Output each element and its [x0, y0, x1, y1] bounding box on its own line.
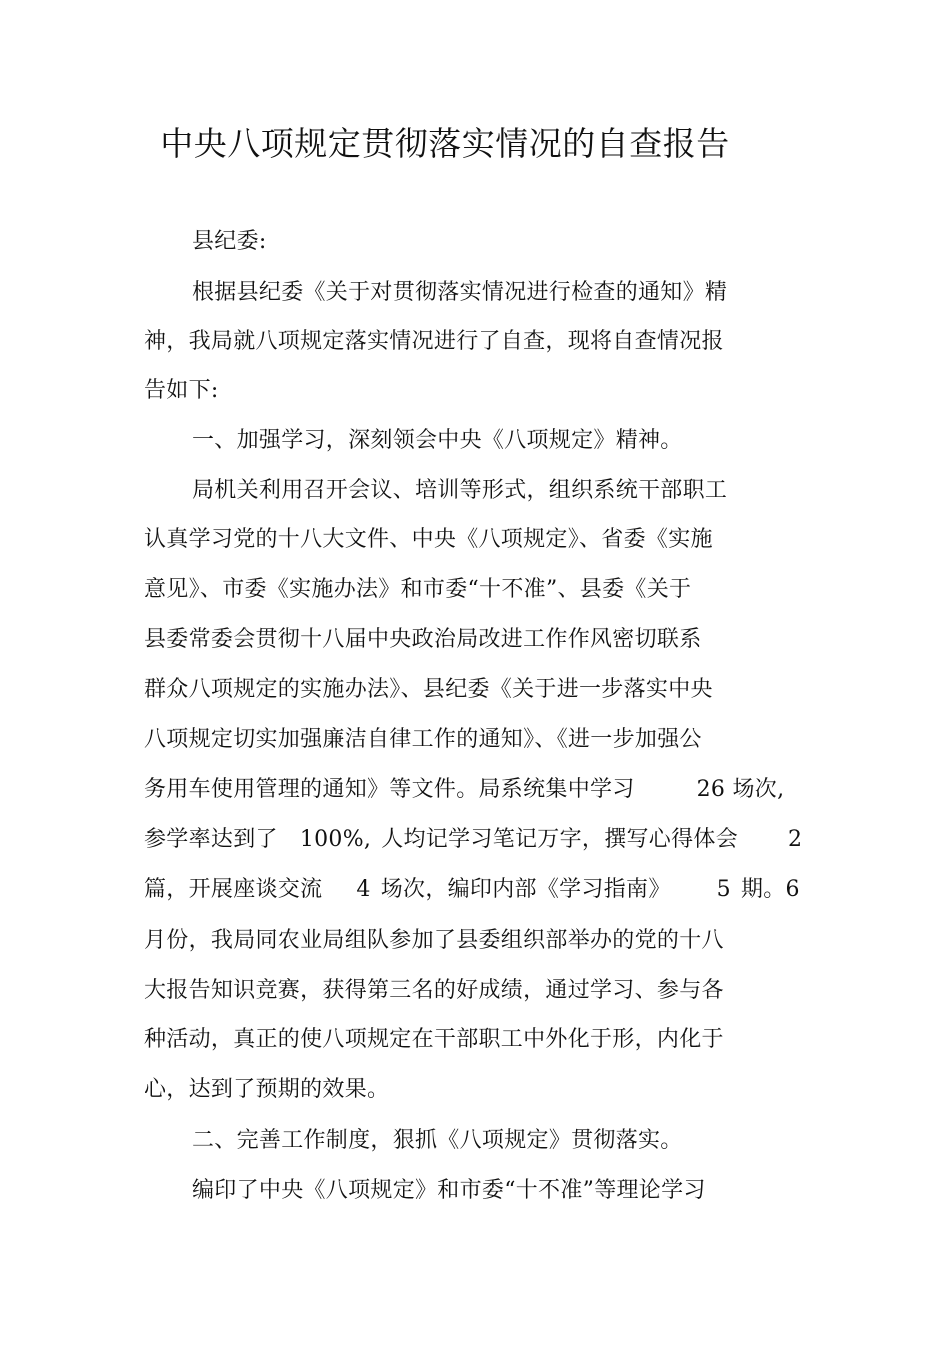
stats-line [144, 874, 800, 906]
section-heading: 二、完善工作制度，狠抓《八项规定》贯彻落实。 [192, 1128, 683, 1153]
paragraph-line: 大报告知识竞赛，获得第三名的好成绩，通过学习、参与各 [144, 978, 724, 1003]
stats-text: 篇，开展座谈交流 [144, 877, 323, 902]
section-heading: 一、加强学习，深刻领会中央《八项规定》精神。 [192, 428, 683, 453]
paragraph-line: 认真学习党的十八大文件、中央《八项规定》、省委《实施 [144, 527, 713, 552]
stats-value: 2 [788, 827, 803, 852]
paragraph-line: 意见》、市委《实施办法》和市委“十不准”、县委《关于 [144, 577, 692, 602]
document-title: 中央八项规定贯彻落实情况的自查报告 [160, 124, 730, 163]
paragraph-line: 八项规定切实加强廉洁自律工作的通知》、《进一步加强公 [144, 727, 702, 752]
paragraph-line: 种活动，真正的使八项规定在干部职工中外化于形，内化于 [144, 1027, 724, 1052]
paragraph-line: 月份，我局同农业局组队参加了县委组织部举办的党的十八 [144, 928, 724, 953]
paragraph-line: 局机关利用召开会议、培训等形式，组织系统干部职工 [192, 478, 728, 503]
stats-text: 期。 [740, 877, 786, 902]
salutation: 县纪委: [192, 229, 267, 254]
stats-text: 务用车使用管理的通知》等文件。局系统集中学习 [144, 777, 635, 802]
intro-line: 告如下: [144, 378, 219, 403]
paragraph-line: 县委常委会贯彻十八届中央政治局改进工作作风密切联系 [144, 627, 702, 652]
stats-value: 5 [716, 877, 731, 902]
stats-value: 4 [356, 877, 371, 902]
intro-line: 神，我局就八项规定落实情况进行了自查，现将自查情况报 [144, 329, 724, 354]
stats-line [144, 824, 802, 856]
paragraph-line: 编印了中央《八项规定》和市委“十不准”等理论学习 [192, 1178, 706, 1203]
paragraph-line: 群众八项规定的实施办法》、县纪委《关于进一步落实中央 [144, 677, 713, 702]
stats-value: 26 场次, [696, 777, 785, 802]
stats-text: 参学率达到了 [144, 827, 278, 852]
stats-value: 100%, [299, 827, 372, 852]
paragraph-line: 心，达到了预期的效果。 [144, 1077, 390, 1102]
stats-value: 6 [785, 877, 800, 902]
stats-line [144, 774, 784, 806]
intro-line: 根据县纪委《关于对贯彻落实情况进行检查的通知》精 [192, 280, 728, 305]
stats-text: 人均记学习笔记万字，撰写心得体会 [381, 827, 739, 852]
stats-text: 场次，编印内部《学习指南》 [380, 877, 671, 902]
